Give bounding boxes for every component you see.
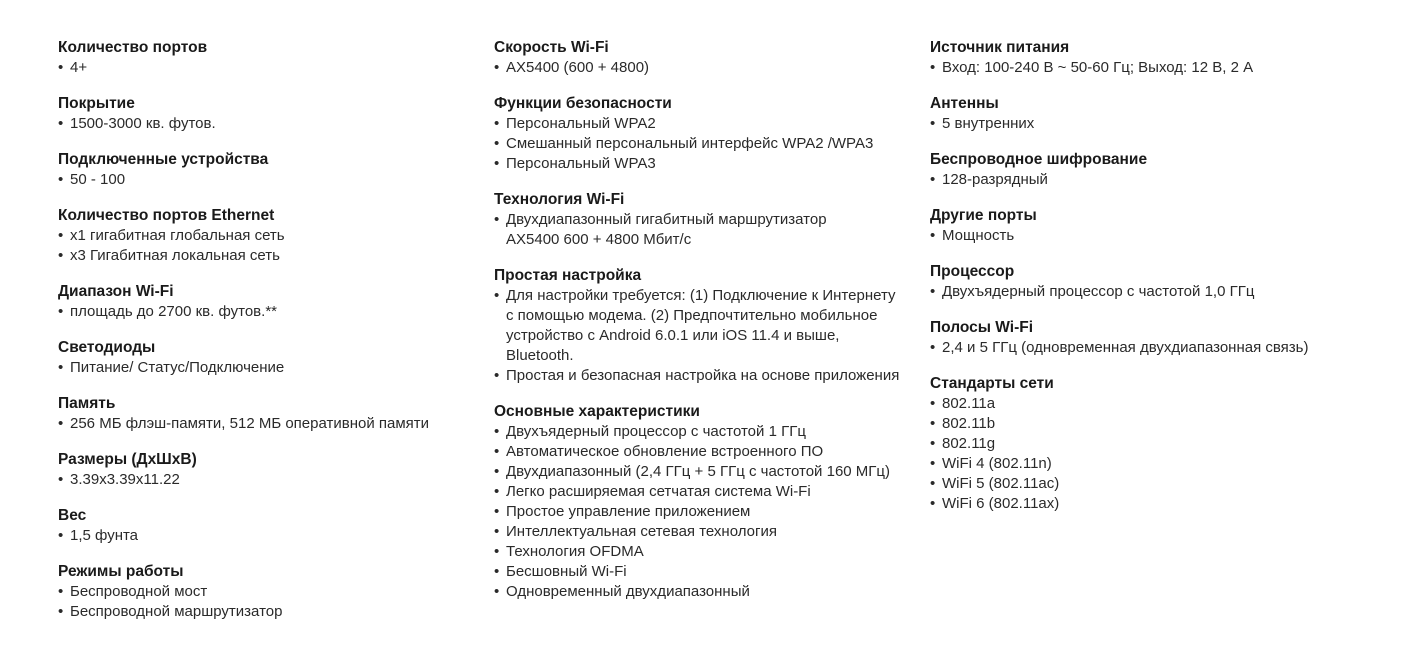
spec-list (930, 394, 1390, 514)
spec-column-1 (58, 38, 478, 638)
spec-list (58, 226, 478, 266)
spec-item: • x1 гигабитная глобальная сеть (58, 226, 478, 246)
spec-item: • Двухдиапазонный (2,4 ГГц + 5 ГГц с частотой 160 МГц) (494, 462, 906, 482)
spec-heading: Стандарты сети (930, 375, 1054, 392)
spec-heading: Простая настройка (494, 267, 642, 284)
spec-list (930, 282, 1390, 302)
spec-heading: Основные характеристики (494, 403, 700, 420)
spec-item: • 256 МБ флэш-памяти, 512 МБ оперативной памяти (58, 414, 478, 434)
spec-group-operating-modes (58, 562, 478, 622)
spec-item: • Мощность (930, 226, 1390, 246)
spec-list (58, 170, 478, 190)
spec-heading: Покрытие (58, 95, 135, 112)
spec-group-antennas (930, 94, 1390, 134)
spec-heading: Скорость Wi-Fi (494, 39, 609, 56)
spec-group-leds (58, 338, 478, 378)
spec-group-processor (930, 262, 1390, 302)
spec-item: • Вход: 100-240 В ~ 50-60 Гц; Выход: 12 В, 2 А (930, 58, 1390, 78)
spec-heading: Функции безопасности (494, 95, 672, 112)
spec-heading: Диапазон Wi-Fi (58, 283, 174, 300)
spec-heading: Размеры (ДхШхВ) (58, 451, 197, 468)
specifications-section (0, 38, 1409, 661)
spec-list (58, 526, 478, 546)
spec-group-coverage (58, 94, 478, 134)
spec-heading: Количество портов Ethernet (58, 207, 275, 224)
spec-heading: Светодиоды (58, 339, 156, 356)
spec-heading: Подключенные устройства (58, 151, 269, 168)
spec-list (930, 114, 1390, 134)
spec-column-3 (930, 38, 1390, 530)
spec-heading: Процессор (930, 263, 1015, 280)
spec-list (58, 358, 478, 378)
spec-heading: Память (58, 395, 116, 412)
spec-item: • 4+ (58, 58, 478, 78)
spec-item: • 2,4 и 5 ГГц (одновременная двухдиапазонная связь) (930, 338, 1390, 358)
spec-group-wifi-bands (930, 318, 1390, 358)
spec-item: • 50 - 100 (58, 170, 478, 190)
spec-item: • Двухдиапазонный гигабитный маршрутизатор AX5400 600 + 4800 Мбит/с (494, 210, 858, 250)
spec-item: • Беспроводной маршрутизатор (58, 602, 478, 622)
spec-item: • Простая и безопасная настройка на основе приложения (494, 366, 906, 386)
spec-item: • Двухъядерный процессор с частотой 1 ГГц (494, 422, 906, 442)
spec-group-easy-setup (494, 266, 914, 386)
spec-item: • Двухъядерный процессор с частотой 1,0 ГГц (930, 282, 1390, 302)
spec-item: • Бесшовный Wi-Fi (494, 562, 906, 582)
spec-list (58, 414, 478, 434)
spec-item: • Простое управление приложением (494, 502, 906, 522)
spec-list (930, 58, 1390, 78)
spec-item: • Интеллектуальная сетевая технология (494, 522, 906, 542)
spec-group-memory (58, 394, 478, 434)
spec-group-wifi-range (58, 282, 478, 322)
spec-list (930, 226, 1390, 246)
spec-item: • WiFi 6 (802.11ax) (930, 494, 1390, 514)
spec-item: • 5 внутренних (930, 114, 1390, 134)
spec-heading: Количество портов (58, 39, 208, 56)
spec-list (58, 58, 478, 78)
spec-list (930, 170, 1390, 190)
spec-item: • 802.11b (930, 414, 1390, 434)
spec-column-2 (494, 38, 914, 618)
spec-list (58, 470, 478, 490)
spec-group-security (494, 94, 914, 174)
spec-heading: Антенны (930, 95, 999, 112)
spec-item: • Смешанный персональный интерфейс WPA2 /WPA3 (494, 134, 906, 154)
spec-heading: Технология Wi-Fi (494, 191, 625, 208)
spec-group-wifi-technology (494, 190, 914, 250)
spec-item: • Персональный WPA2 (494, 114, 906, 134)
spec-item: • площадь до 2700 кв. футов.** (58, 302, 478, 322)
spec-item: • 802.11g (930, 434, 1390, 454)
spec-heading: Другие порты (930, 207, 1037, 224)
spec-group-port-count (58, 38, 478, 78)
spec-heading: Беспроводное шифрование (930, 151, 1148, 168)
spec-item: • Персональный WPA3 (494, 154, 906, 174)
spec-list (58, 582, 478, 622)
spec-heading: Полосы Wi-Fi (930, 319, 1034, 336)
spec-group-ethernet-ports (58, 206, 478, 266)
spec-item: • Технология OFDMA (494, 542, 906, 562)
spec-group-power-supply (930, 38, 1390, 78)
spec-group-other-ports (930, 206, 1390, 246)
spec-group-dimensions (58, 450, 478, 490)
spec-group-weight (58, 506, 478, 546)
spec-list (58, 114, 478, 134)
spec-heading: Источник питания (930, 39, 1070, 56)
spec-item: • Питание/ Статус/Подключение (58, 358, 478, 378)
spec-item: • Легко расширяемая сетчатая система Wi-Fi (494, 482, 906, 502)
spec-item: • x3 Гигабитная локальная сеть (58, 246, 478, 266)
spec-item: • Беспроводной мост (58, 582, 478, 602)
spec-item: • Автоматическое обновление встроенного ПО (494, 442, 906, 462)
spec-item: • Для настройки требуется: (1) Подключение к Интернету с помощью модема. (2) Предпочтительно мобильное устройство с Android 6.0.1 или iOS 11.4 и выше, Bluetooth. (494, 286, 906, 366)
spec-list (494, 58, 914, 78)
spec-list (58, 302, 478, 322)
spec-item: • 3.39x3.39x11.22 (58, 470, 478, 490)
spec-item: • AX5400 (600 + 4800) (494, 58, 906, 78)
spec-group-key-features (494, 402, 914, 602)
spec-list (494, 210, 914, 250)
spec-heading: Режимы работы (58, 563, 184, 580)
spec-item: • WiFi 4 (802.11n) (930, 454, 1390, 474)
spec-item: • 1500-3000 кв. футов. (58, 114, 478, 134)
spec-item: • 802.11a (930, 394, 1390, 414)
spec-item: • WiFi 5 (802.11ac) (930, 474, 1390, 494)
spec-list (494, 422, 914, 602)
spec-group-encryption (930, 150, 1390, 190)
spec-heading: Вес (58, 507, 87, 524)
spec-group-connected-devices (58, 150, 478, 190)
spec-list (930, 338, 1390, 358)
spec-list (494, 286, 914, 386)
spec-list (494, 114, 914, 174)
spec-item: • 1,5 фунта (58, 526, 478, 546)
spec-group-network-standards (930, 374, 1390, 514)
spec-item: • 128-разрядный (930, 170, 1390, 190)
spec-group-wifi-speed (494, 38, 914, 78)
spec-item: • Одновременный двухдиапазонный (494, 582, 906, 602)
